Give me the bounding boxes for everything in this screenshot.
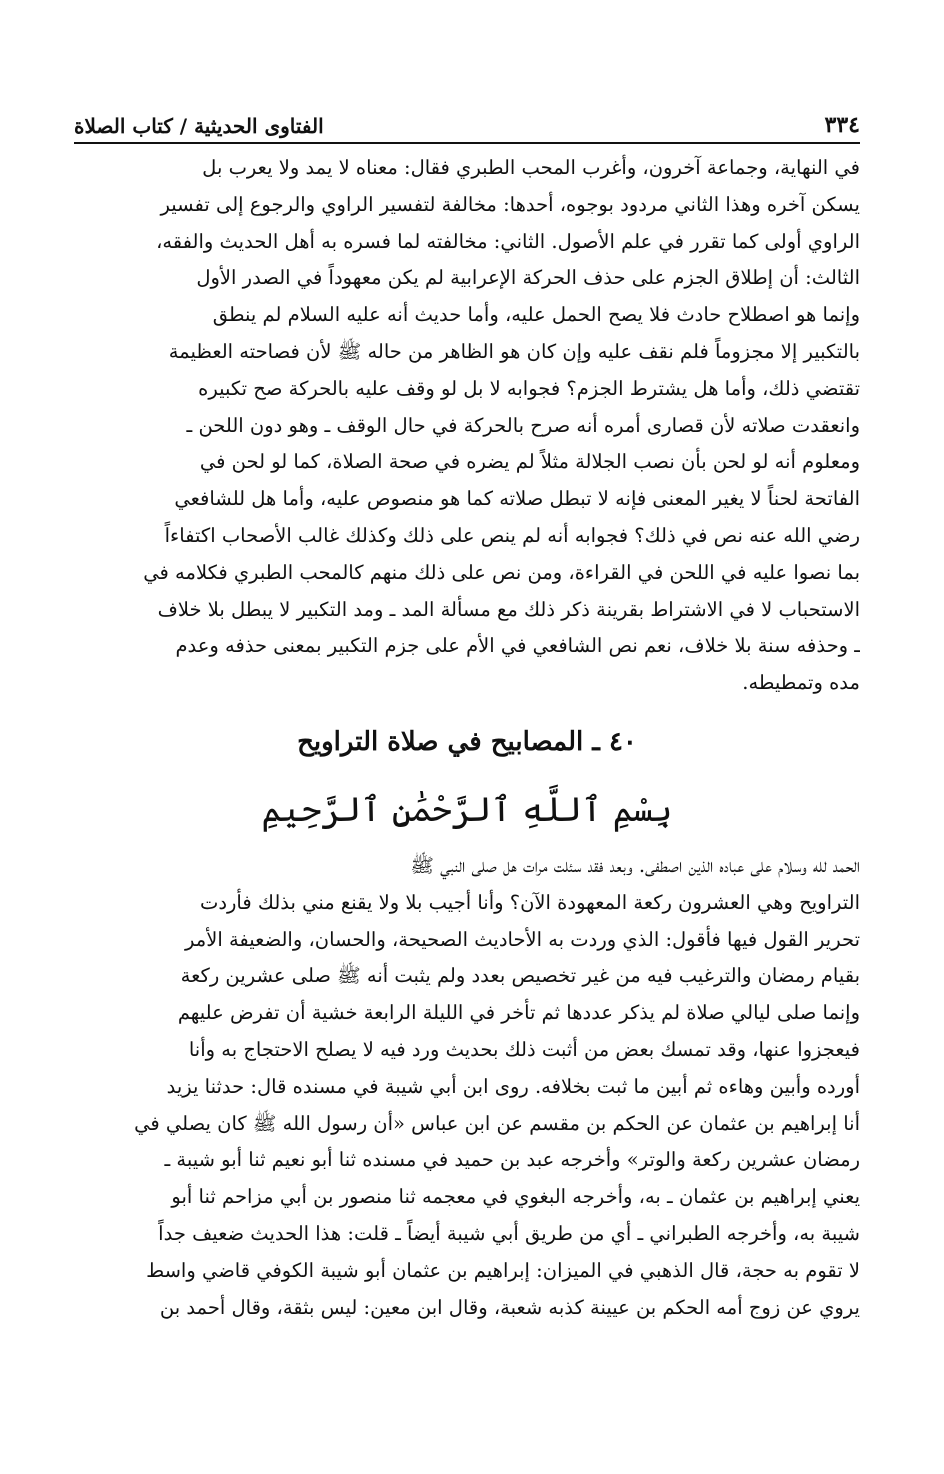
paragraph-fatwa-continuation bbox=[74, 150, 860, 702]
text-line: وإنما هو اصطلاح حادث فلا يصح الحمل عليه، وأما حديث أنه عليه السلام لم ينطق bbox=[212, 303, 860, 327]
page-number: ٣٣٤ bbox=[824, 112, 860, 138]
paragraph-body bbox=[74, 848, 860, 1326]
text-line: ومعلوم أنه لو لحن بأن نصب الجلالة مثلاً لم يضره في صحة الصلاة، كما لو لحن في bbox=[199, 450, 860, 474]
basmala-calligraphy: بِسْمِ ٱللَّهِ ٱلرَّحْمَٰنِ ٱلرَّحِيمِ bbox=[261, 790, 673, 830]
text-line: أنا إبراهيم بن عثمان عن الحكم بن مقسم عن ابن عباس «أن رسول الله ﷺ كان يصلي في bbox=[134, 1111, 860, 1135]
text-line: يسكن آخره وهذا الثاني مردود بوجوه، أحدها: مخالفة لتفسير الراوي والرجوع إلى تفسير bbox=[160, 192, 860, 216]
header-rule bbox=[74, 142, 860, 144]
paragraph-section-body bbox=[74, 848, 860, 1326]
section-heading: ٤٠ ـ المصابيح في صلاة التراويح bbox=[297, 727, 637, 757]
text-line: فيعجزوا عنها، وقد تمسك بعض من أثبت ذلك بحديث ورد فيه لا يصلح الاحتجاج به وأنا bbox=[188, 1037, 860, 1061]
text-line: الحمد لله وسلام على عباده الذين اصطفى. وبعد فقد سئلت مرات هل صلى النبي ﷺ bbox=[410, 854, 860, 877]
text-line: تقتضي ذلك، وأما هل يشترط الجزم؟ فجوابه لا بل لو وقف عليه بالحركة صح تكبيره bbox=[198, 376, 860, 400]
text-line: الفاتحة لحناً لا يغير المعنى فإنه لا تبطل صلاته كما هو منصوص عليه، وأما هل للشافعي bbox=[174, 487, 860, 511]
text-line: أورده وأبين وهاءه ثم أبين ما ثبت بخلافه. روى ابن أبي شيبة في مسنده قال: حدثنا يزيد bbox=[166, 1074, 860, 1098]
text-line: في النهاية، وجماعة آخرون، وأغرب المحب الطبري فقال: معناه لا يمد ولا يعرب بل bbox=[202, 156, 860, 179]
text-line: الراوي أولى كما تقرر في علم الأصول. الثاني: مخالفته لما فسره به أهل الحديث والفقه، bbox=[156, 229, 860, 253]
text-line: وإنما صلى ليالي صلاة لم يذكر عددها ثم تأخر في الليلة الرابعة خشية أن تفرض عليهم bbox=[177, 1001, 860, 1025]
text-line: شيبة به، وأخرجه الطبراني ـ أي من طريق أبي شيبة أيضاً ـ قلت: هذا الحديث ضعيف جداً bbox=[158, 1221, 860, 1245]
text-line: رضي الله عنه نص في ذلك؟ فجوابه أنه لم ينص على ذلك وكذلك غالب الأصحاب اكتفاءاً bbox=[164, 523, 860, 547]
text-line: يعني إبراهيم بن عثمان ـ به، وأخرجه البغوي في معجمه ثنا منصور بن أبي مزاحم ثنا أبو bbox=[171, 1185, 860, 1209]
text-line: الثالث: أن إطلاق الجزم على حذف الحركة الإعرابية لم يكن معهوداً في الصدر الأول bbox=[196, 266, 860, 290]
text-line: مده وتمطيطه. bbox=[742, 671, 860, 695]
text-line: تحرير القول فيها فأقول: الذي وردت به الأحاديث الصحيحة، والحسان، والضعيفة الأمر bbox=[185, 927, 860, 951]
text-line: رمضان عشرين ركعة والوتر» وأخرجه عبد بن حميد في مسنده ثنا أبو نعيم ثنا أبو شيبة ـ bbox=[164, 1148, 860, 1172]
paragraph-body bbox=[74, 150, 860, 702]
text-line: بقيام رمضان والترغيب فيه من غير تخصيص بعدد ولم يثبت أنه ﷺ صلى عشرين ركعة bbox=[180, 964, 860, 988]
text-line: بما نصوا عليه في اللحن في القراءة، ومن نص على ذلك منهم كالمحب الطبري فكلامه في bbox=[143, 560, 860, 584]
text-line: لا تقوم به حجة، قال الذهبي في الميزان: إبراهيم بن عثمان أبو شيبة الكوفي قاضي واسط bbox=[146, 1258, 860, 1282]
text-line: وانعقدت صلاته لأن قصارى أمره أنه صرح بالحركة في حال الوقف ـ وهو دون اللحن ـ bbox=[186, 413, 860, 437]
text-line: الاستحباب لا في الاشتراط بقرينة ذكر ذلك مع مسألة المد ـ ومد التكبير لا يبطل بلا خلاف bbox=[157, 597, 860, 621]
running-header bbox=[74, 104, 860, 138]
text-line: بالتكبير إلا مجزوماً فلم نقف عليه وإن كان هو الظاهر من حاله ﷺ لأن فصاحته العظيمة bbox=[168, 339, 860, 363]
text-line: التراويح وهي العشرون ركعة المعهودة الآن؟ وأنا أجيب بلا ولا يقنع مني بذلك فأردت bbox=[199, 890, 860, 914]
text-line: يروي عن زوج أمه الحكم بن عيينة كذبه شعبة، وقال ابن معين: ليس بثقة، وقال أحمد بن bbox=[159, 1295, 860, 1319]
running-title: الفتاوى الحديثية / كتاب الصلاة bbox=[74, 114, 324, 138]
text-line: ـ وحذفه سنة بلا خلاف، نعم نص الشافعي في الأم على جزم التكبير بمعنى حذفه وعدم bbox=[175, 634, 860, 658]
